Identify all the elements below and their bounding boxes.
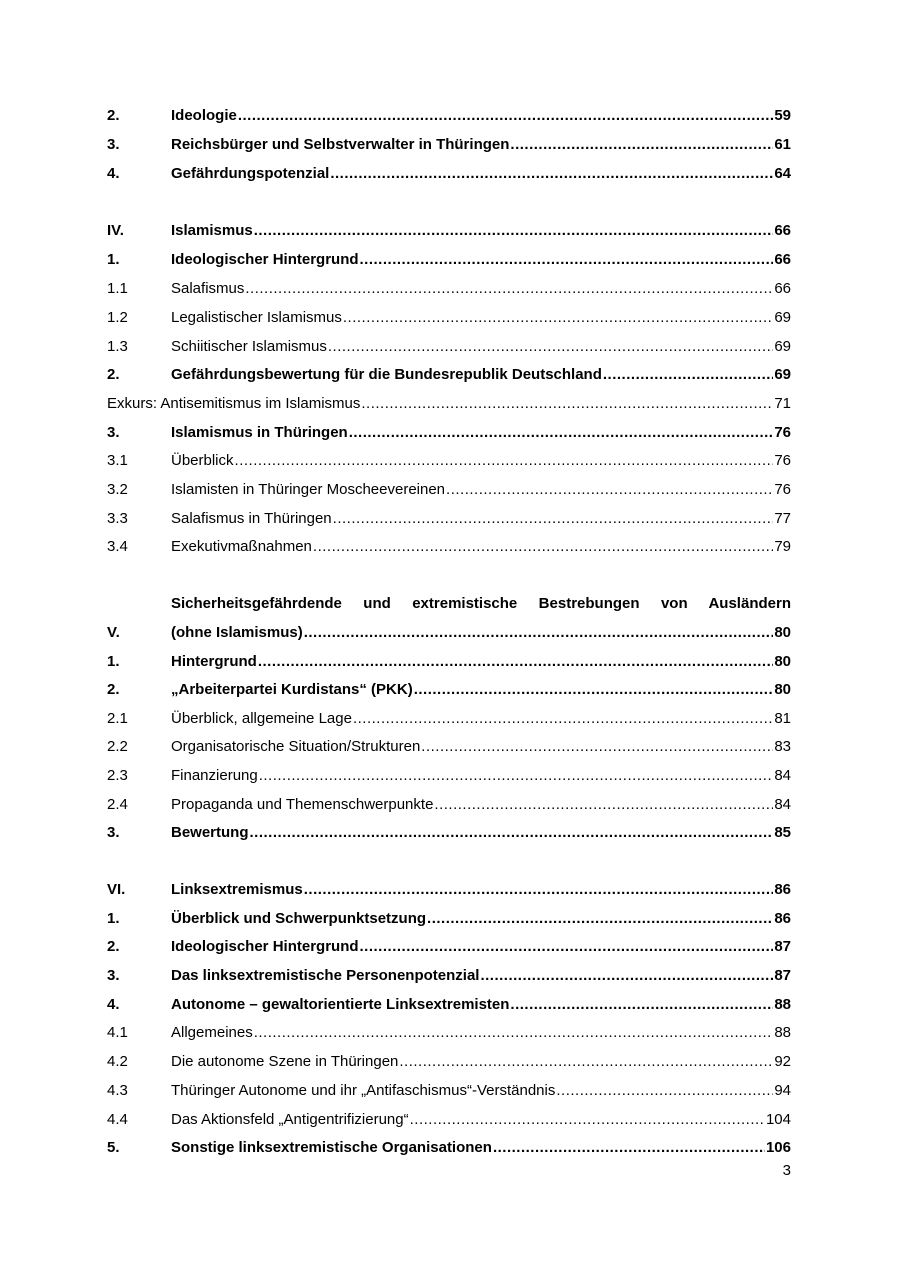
toc-leader-dots: [410, 1109, 765, 1131]
toc-number: 2.1: [107, 710, 128, 727]
toc-number: 3.: [107, 824, 120, 841]
toc-number: VI.: [107, 881, 126, 898]
toc-row: [107, 679, 791, 701]
toc-row: [107, 249, 791, 271]
toc-number: 2.: [107, 107, 120, 124]
toc-row: [107, 1051, 791, 1073]
toc-row: [107, 736, 791, 758]
toc-leader-dots: [480, 965, 773, 987]
toc-row: [107, 450, 791, 472]
toc-leader-dots: [258, 651, 773, 673]
toc-title: Islamismus: [171, 222, 253, 239]
toc-number: 4.1: [107, 1024, 128, 1041]
toc-number: 4.: [107, 165, 120, 182]
toc-page-number: 84: [774, 796, 791, 813]
toc-leader-dots: [235, 450, 774, 472]
toc-title: Überblick und Schwerpunktsetzung: [171, 910, 427, 927]
toc-number: 1.: [107, 251, 120, 268]
toc-title: „Arbeiterpartei Kurdistans“ (PKK): [171, 681, 413, 698]
toc-leader-dots: [414, 679, 774, 701]
toc-page-number: 86: [774, 910, 791, 927]
toc-entry[interactable]: [171, 134, 791, 156]
toc-row: [107, 422, 791, 444]
toc-page-number: 64: [774, 165, 791, 182]
toc-leader-dots: [399, 1051, 773, 1073]
toc-leader-dots: [427, 908, 773, 930]
toc-entry[interactable]: [171, 936, 791, 958]
toc-title: Gefährdungsbewertung für die Bundesrepublik Deutschland: [171, 366, 602, 383]
toc-number: 2.2: [107, 738, 128, 755]
toc-page-number: 81: [774, 710, 791, 727]
toc-row: [107, 1022, 791, 1044]
toc-title: Die autonome Szene in Thüringen: [171, 1053, 399, 1070]
toc-leader-dots: [360, 936, 774, 958]
toc-page-number: 59: [774, 107, 791, 124]
toc-leader-dots: [510, 994, 773, 1016]
toc-title: Organisatorische Situation/Strukturen: [171, 738, 421, 755]
toc-number: 2.: [107, 938, 120, 955]
toc-entry[interactable]: [171, 364, 791, 386]
toc-page-number: 76: [774, 424, 791, 441]
toc-row: [107, 364, 791, 386]
toc-entry[interactable]: [171, 736, 791, 758]
toc-page-number: 86: [774, 881, 791, 898]
toc-entry[interactable]: [171, 479, 791, 501]
toc-leader-dots: [259, 765, 774, 787]
toc-entry[interactable]: [171, 422, 791, 444]
toc-number: 4.: [107, 996, 120, 1013]
toc-title: Gefährdungspotenzial: [171, 165, 330, 182]
toc-entry[interactable]: [171, 336, 791, 358]
toc-entry[interactable]: [171, 307, 791, 329]
toc-number: 3.: [107, 424, 120, 441]
toc-leader-dots: [434, 794, 773, 816]
toc-entry[interactable]: [171, 908, 791, 930]
toc-number: 3.: [107, 967, 120, 984]
toc-row: [107, 278, 791, 300]
toc-leader-dots: [254, 1022, 774, 1044]
toc-row: [107, 307, 791, 329]
toc-leader-dots: [304, 622, 774, 644]
section-v-heading-line: Sicherheitsgefährdende und extremistische Bestrebungen von Ausländern: [171, 595, 791, 612]
toc-page-number: 80: [774, 681, 791, 698]
toc-page-number: 87: [774, 938, 791, 955]
toc-number: V.: [107, 624, 120, 641]
toc-page-number: 87: [774, 967, 791, 984]
toc-page-number: 104: [765, 1111, 791, 1128]
toc-leader-dots: [556, 1080, 773, 1102]
toc-entry[interactable]: [171, 536, 791, 558]
toc-leader-dots: [603, 364, 773, 386]
toc-title: Linksextremismus: [171, 881, 303, 898]
toc-entry[interactable]: [171, 965, 791, 987]
toc-entry[interactable]: [171, 249, 791, 271]
page-number: 3: [782, 1162, 791, 1179]
toc-number: 2.: [107, 366, 120, 383]
toc-page-number: 69: [774, 338, 791, 355]
toc-title: Reichsbürger und Selbstverwalter in Thüringen: [171, 136, 510, 153]
toc-page-number: 80: [774, 653, 791, 670]
toc-number: 3.2: [107, 481, 128, 498]
toc-row: [107, 536, 791, 558]
toc-title: Salafismus: [171, 280, 245, 297]
toc-leader-dots: [343, 307, 773, 329]
toc-row: [107, 134, 791, 156]
toc-number: 1.2: [107, 309, 128, 326]
toc-page-number: 69: [774, 366, 791, 383]
toc-page-number: 85: [774, 824, 791, 841]
toc-entry[interactable]: [107, 393, 791, 415]
toc-page-number: 76: [774, 452, 791, 469]
toc-row: [107, 936, 791, 958]
toc-leader-dots: [328, 336, 773, 358]
toc-title: Das linksextremistische Personenpotenzial: [171, 967, 480, 984]
toc-page-number: 66: [774, 280, 791, 297]
toc-number: 3.: [107, 136, 120, 153]
toc-page-number: 61: [774, 136, 791, 153]
toc-entry[interactable]: [171, 994, 791, 1016]
toc-leader-dots: [446, 479, 773, 501]
toc-title: Ideologischer Hintergrund: [171, 251, 359, 268]
toc-number: 2.4: [107, 796, 128, 813]
toc-title: Ideologie: [171, 107, 237, 124]
toc-page-number: 79: [774, 538, 791, 555]
toc-page-number: 92: [774, 1053, 791, 1070]
toc-leader-dots: [330, 163, 773, 185]
toc-page-number: 66: [774, 222, 791, 239]
toc-title: Islamismus in Thüringen: [171, 424, 348, 441]
toc-title: (ohne Islamismus): [171, 624, 303, 641]
toc-title: Exkurs: Antisemitismus im Islamismus: [107, 395, 361, 412]
toc-number: 3.4: [107, 538, 128, 555]
toc-entry[interactable]: [171, 651, 791, 673]
toc-entry[interactable]: [171, 879, 791, 901]
toc-page-number: 88: [774, 996, 791, 1013]
toc-entry[interactable]: [171, 450, 791, 472]
toc-entry[interactable]: [171, 1080, 791, 1102]
toc-leader-dots: [250, 822, 774, 844]
toc-title: Überblick, allgemeine Lage: [171, 710, 352, 727]
toc-entry[interactable]: [171, 1109, 791, 1131]
toc-leader-dots: [333, 508, 774, 530]
toc-row: [107, 765, 791, 787]
toc-page-number: 106: [765, 1139, 791, 1156]
toc-row: [107, 393, 791, 415]
toc-entry[interactable]: [171, 1022, 791, 1044]
toc-page-number: 76: [774, 481, 791, 498]
toc-leader-dots: [313, 536, 773, 558]
toc-number: 5.: [107, 1139, 120, 1156]
toc-row: [107, 105, 791, 127]
toc-leader-dots: [254, 220, 774, 242]
toc-page-number: 66: [774, 251, 791, 268]
toc-entry[interactable]: [171, 822, 791, 844]
toc-title: Überblick: [171, 452, 234, 469]
toc-number: 4.2: [107, 1053, 128, 1070]
toc-row: [107, 822, 791, 844]
toc-row: [107, 163, 791, 185]
toc-row: [107, 336, 791, 358]
toc-row: [107, 479, 791, 501]
toc-page-number: 83: [774, 738, 791, 755]
toc-title: Legalistischer Islamismus: [171, 309, 342, 326]
toc-number: 4.3: [107, 1082, 128, 1099]
toc-row: [107, 879, 791, 901]
toc-entry[interactable]: [171, 105, 791, 127]
toc-entry[interactable]: [171, 1137, 791, 1159]
toc-leader-dots: [353, 708, 773, 730]
toc-number: 1.: [107, 653, 120, 670]
toc-row: [107, 508, 791, 530]
toc-row: [107, 708, 791, 730]
toc-leader-dots: [493, 1137, 765, 1159]
toc-title: Finanzierung: [171, 767, 258, 784]
toc-row: [107, 794, 791, 816]
toc-row: [107, 994, 791, 1016]
toc-title: Propaganda und Themenschwerpunkte: [171, 796, 434, 813]
toc-leader-dots: [349, 422, 774, 444]
toc-title: Ideologischer Hintergrund: [171, 938, 359, 955]
toc-title: Schiitischer Islamismus: [171, 338, 327, 355]
toc-number: IV.: [107, 222, 124, 239]
toc-row: [107, 220, 791, 242]
toc-entry[interactable]: [171, 278, 791, 300]
toc-entry[interactable]: [171, 622, 791, 644]
toc-entry[interactable]: [171, 220, 791, 242]
toc-number: 3.3: [107, 510, 128, 527]
toc-page-number: 94: [774, 1082, 791, 1099]
toc-leader-dots: [361, 393, 773, 415]
toc-row: [107, 965, 791, 987]
toc-title: Autonome – gewaltorientierte Linksextremisten: [171, 996, 510, 1013]
toc-number: 4.4: [107, 1111, 128, 1128]
toc-entry[interactable]: [171, 163, 791, 185]
toc-leader-dots: [510, 134, 773, 156]
toc-page-number: 80: [774, 624, 791, 641]
toc-title: Das Aktionsfeld „Antigentrifizierung“: [171, 1111, 409, 1128]
toc-entry[interactable]: [171, 508, 791, 530]
toc-page-number: 88: [774, 1024, 791, 1041]
toc-row: [107, 1109, 791, 1131]
toc-page-number: 69: [774, 309, 791, 326]
toc-entry[interactable]: [171, 679, 791, 701]
toc-leader-dots: [245, 278, 773, 300]
toc-page-number: 77: [774, 510, 791, 527]
toc-entry[interactable]: [171, 708, 791, 730]
toc-leader-dots: [238, 105, 773, 127]
toc-title: Hintergrund: [171, 653, 257, 670]
toc-title: Islamisten in Thüringer Moscheevereinen: [171, 481, 446, 498]
toc-title: Thüringer Autonome und ihr „Antifaschismus“-Verständnis: [171, 1082, 556, 1099]
toc-entry[interactable]: [171, 1051, 791, 1073]
toc-number: 3.1: [107, 452, 128, 469]
toc-leader-dots: [304, 879, 774, 901]
toc-title: Sonstige linksextremistische Organisationen: [171, 1139, 492, 1156]
toc-title: Exekutivmaßnahmen: [171, 538, 312, 555]
toc-entry[interactable]: [171, 765, 791, 787]
toc-number: 2.3: [107, 767, 128, 784]
toc-row: [107, 651, 791, 673]
toc-entry[interactable]: [171, 794, 791, 816]
toc-title: Bewertung: [171, 824, 249, 841]
toc-page-number: 71: [774, 395, 791, 412]
toc-number: 2.: [107, 681, 120, 698]
toc-row: [107, 1137, 791, 1159]
toc-leader-dots: [360, 249, 774, 271]
toc-row: [107, 1080, 791, 1102]
toc-leader-dots: [421, 736, 773, 758]
toc-row: [107, 622, 791, 644]
toc-title: Allgemeines: [171, 1024, 253, 1041]
toc-title: Salafismus in Thüringen: [171, 510, 332, 527]
toc-row: [107, 908, 791, 930]
toc-page-number: 84: [774, 767, 791, 784]
toc-number: 1.: [107, 910, 120, 927]
toc-number: 1.1: [107, 280, 128, 297]
toc-number: 1.3: [107, 338, 128, 355]
